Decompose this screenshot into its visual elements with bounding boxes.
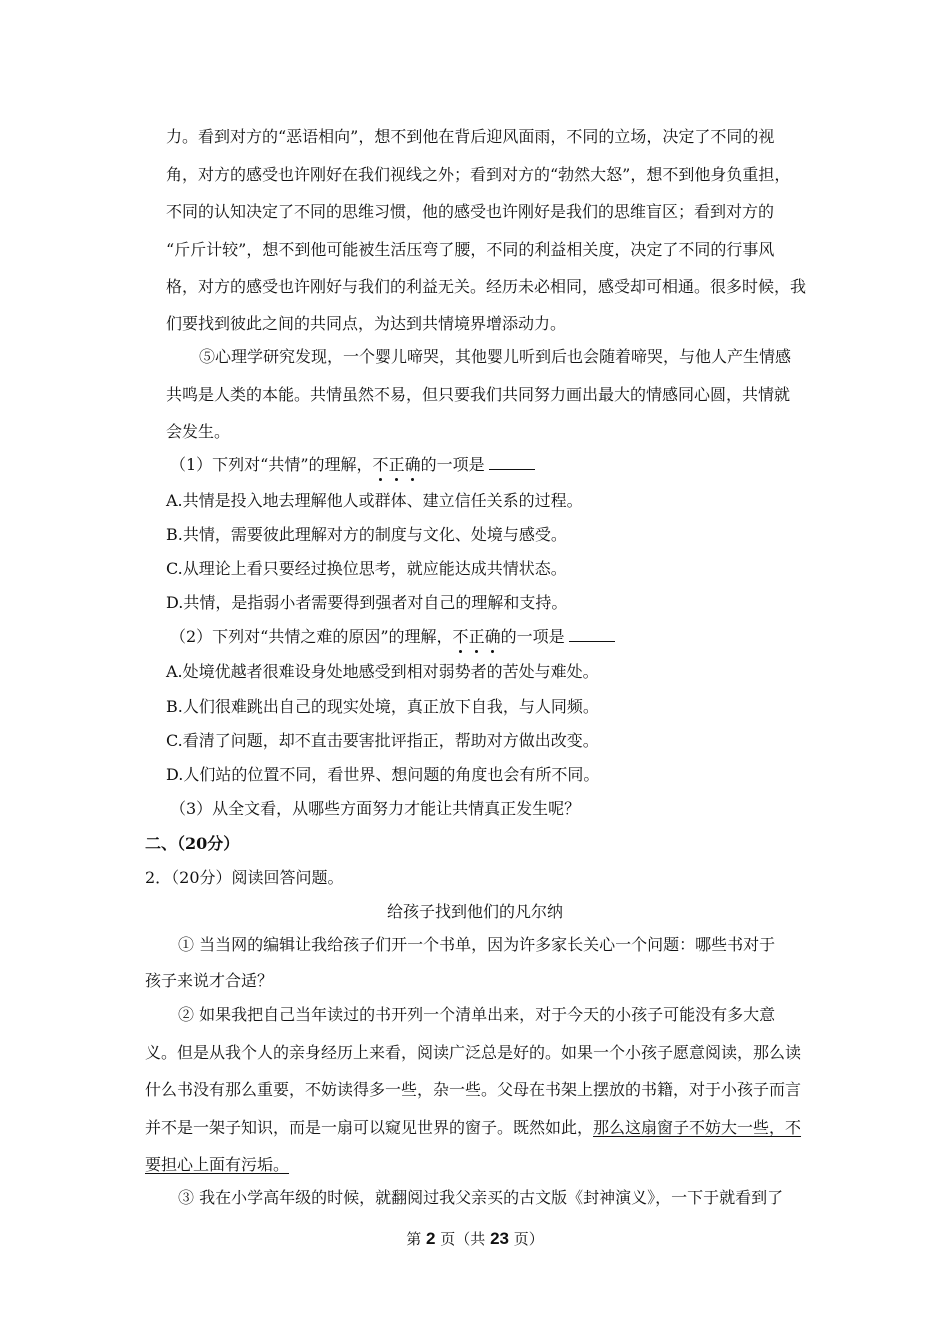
article-paragraph-line: 什么书没有那么重要，不妨读得多一些，杂一些。父母在书架上摆放的书籍，对于小孩子而言 xyxy=(145,1080,802,1099)
emphasis-char: 正 xyxy=(388,455,405,474)
question-heading: 2．（20分）阅读回答问题。 xyxy=(145,868,344,887)
question-1-suffix: 的一项是 xyxy=(420,455,485,474)
question-2-suffix: 的一项是 xyxy=(500,627,565,646)
footer-prefix: 第 xyxy=(406,1230,422,1248)
option-a: A.处境优越者很难设身处地感受到相对弱势者的苦处与难处。 xyxy=(166,662,599,681)
article-paragraph-line: ② 如果我把自己当年读过的书开列一个清单出来，对于今天的小孩子可能没有多大意 xyxy=(178,1005,776,1024)
option-d: D.共情，是指弱小者需要得到强者对自己的理解和支持。 xyxy=(166,593,568,612)
question-3-stem: （3）从全文看，从哪些方面努力才能让共情真正发生呢？ xyxy=(170,799,581,818)
paragraph-line: 们要找到彼此之间的共同点，为达到共情境界增添动力。 xyxy=(166,314,567,333)
question-2-prefix: （2）下列对“共情之难的原因”的理解， xyxy=(170,627,453,646)
emphasis-char: 正 xyxy=(468,627,485,646)
question-1-stem xyxy=(170,455,535,475)
paragraph-line: 格，对方的感受也许刚好与我们的利益无关。经历未必相同，感受却可相通。很多时候，我 xyxy=(166,277,807,296)
option-a: A.共情是投入地去理解他人或群体、建立信任关系的过程。 xyxy=(166,491,583,510)
emphasis-char: 不 xyxy=(372,455,389,474)
answer-blank[interactable] xyxy=(569,627,615,642)
question-1-prefix: （1）下列对“共情”的理解， xyxy=(170,455,373,474)
article-paragraph-line xyxy=(145,1118,801,1138)
page-number: 2 xyxy=(426,1229,436,1248)
footer-suffix: 页） xyxy=(513,1230,544,1248)
paragraph-line: 共鸣是人类的本能。共情虽然不易，但只要我们共同努力画出最大的情感同心圆，共情就 xyxy=(166,385,791,404)
article-paragraph-line: 孩子来说才合适？ xyxy=(145,971,274,990)
answer-blank[interactable] xyxy=(489,455,535,470)
question-2-stem xyxy=(170,627,615,647)
underlined-sentence: 那么这扇窗子不妨大一些，不 xyxy=(593,1118,802,1137)
article-paragraph-line: ③ 我在小学高年级的时候，就翻阅过我父亲买的古文版《封神演义》，一下于就看到了 xyxy=(178,1188,784,1207)
underlined-sentence: 要担心上面有污垢。 xyxy=(145,1155,290,1174)
total-pages: 23 xyxy=(490,1229,509,1248)
paragraph-line: 不同的认知决定了不同的思维习惯，他的感受也许刚好是我们的思维盲区；看到对方的 xyxy=(166,202,775,221)
option-b: B.人们很难跳出自己的现实处境，真正放下自我，与人同频。 xyxy=(166,697,599,716)
emphasis-char: 不 xyxy=(452,627,469,646)
article-paragraph-line: 义。但是从我个人的亲身经历上来看，阅读广泛总是好的。如果一个小孩子愿意阅读，那么读 xyxy=(145,1043,802,1062)
paragraph-line: 会发生。 xyxy=(166,422,231,441)
plain-text: 并不是一架子知识，而是一扇可以窥见世界的窗子。既然如此， xyxy=(145,1118,594,1137)
option-d: D.人们站的位置不同，看世界、想问题的角度也会有所不同。 xyxy=(166,765,600,784)
option-b: B.共情，需要彼此理解对方的制度与文化、处境与感受。 xyxy=(166,525,567,544)
article-paragraph-line: ① 当当网的编辑让我给孩子们开一个书单，因为许多家长关心一个问题：哪些书对于 xyxy=(178,935,776,954)
paragraph-line: 力。看到对方的“恶语相向”，想不到他在背后迎风面雨，不同的立场，决定了不同的视 xyxy=(166,127,775,146)
option-c: C.看清了问题，却不直击要害批评指正，帮助对方做出改变。 xyxy=(166,731,599,750)
article-paragraph-line xyxy=(145,1155,289,1175)
paragraph-line: “斤斤计较”，想不到他可能被生活压弯了腰，不同的利益相关度，决定了不同的行事风 xyxy=(166,240,775,259)
section-heading: 二、（20分） xyxy=(145,834,240,853)
footer-middle: 页（共 xyxy=(440,1230,486,1248)
article-title: 给孩子找到他们的凡尔纳 xyxy=(386,902,563,921)
emphasis-char: 确 xyxy=(404,455,421,474)
emphasis-char: 确 xyxy=(484,627,501,646)
option-c: C.从理论上看只要经过换位思考，就应能达成共情状态。 xyxy=(166,559,567,578)
page-footer xyxy=(0,1229,950,1249)
paragraph-line: 角，对方的感受也许刚好在我们视线之外；看到对方的“勃然大怒”，想不到他身负重担， xyxy=(166,165,791,184)
paragraph-line: ⑤心理学研究发现，一个婴儿啼哭，其他婴儿听到后也会随着啼哭，与他人产生情感 xyxy=(199,347,792,366)
